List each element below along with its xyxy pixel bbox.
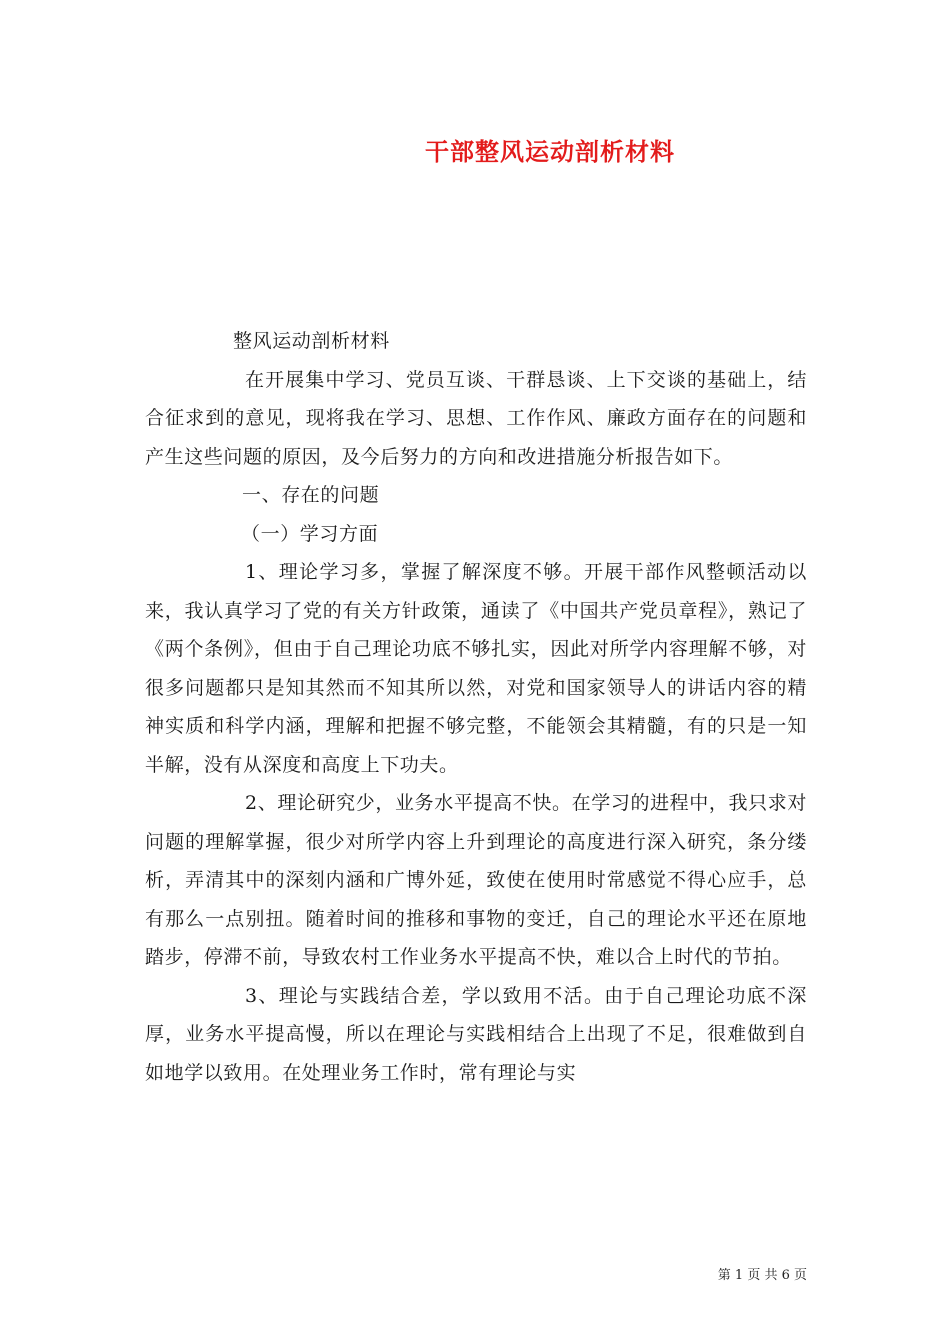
paragraph-intro: 在开展集中学习、党员互谈、干群恳谈、上下交谈的基础上，结合征求到的意见，现将我在学习、思想、工作作风、廉政方面存在的问题和产生这些问题的原因，及今后努力的方向和改进措施分析报告如下。 — [145, 368, 807, 468]
document-body — [145, 322, 807, 1092]
document-title: 干部整风运动剖析材料 — [425, 137, 675, 166]
section-heading-problems: 一、存在的问题 — [242, 484, 380, 506]
page-number-footer: 第 1 页 共 6 页 — [717, 1268, 807, 1283]
paragraph-item-3: 3、理论与实践结合差，学以致用不活。由于自己理论功底不深厚，业务水平提高慢，所以在理论与实践相结合上出现了不足，很难做到自如地学以致用。在处理业务工作时，常有理论与实 — [145, 984, 807, 1084]
subsection-heading-study: （一）学习方面 — [241, 522, 379, 545]
body-subtitle: 整风运动剖析材料 — [233, 330, 390, 352]
paragraph-item-1: 1、理论学习多，掌握了解深度不够。开展干部作风整顿活动以来，我认真学习了党的有关方针政策，通读了《中国共产党员章程》，熟记了《两个条例》，但由于自己理论功底不够扎实，因此对所学内容理解不够，对很多问题都只是知其然而不知其所以然，对党和国家领导人的讲话内容的精神实质和科学内涵，理解和把握不够完整，不能领会其精髓，有的只是一知半解，没有从深度和高度上下功夫。 — [145, 561, 807, 776]
paragraph-item-2: 2、理论研究少，业务水平提高不快。在学习的进程中，我只求对问题的理解掌握，很少对所学内容上升到理论的高度进行深入研究，条分缕析，弄清其中的深刻内涵和广博外延，致使在使用时常感觉不得心应手，总有那么一点别扭。随着时间的推移和事物的变迁，自己的理论水平还在原地踏步，停滞不前，导致农村工作业务水平提高不快，难以合上时代的节拍。 — [145, 792, 807, 968]
